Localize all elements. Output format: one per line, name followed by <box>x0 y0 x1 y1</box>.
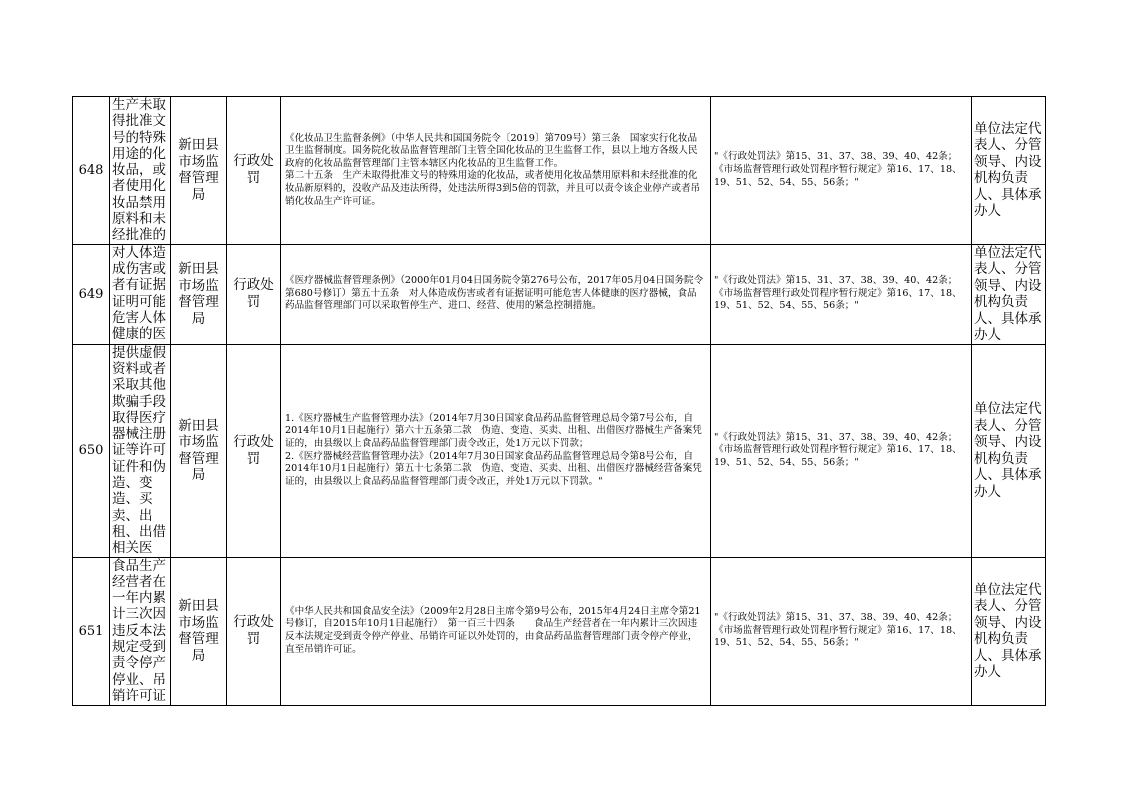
power-type: 行政处罚 <box>227 557 281 705</box>
responsible-party: 单位法定代表人、分管领导、内设机构负责人、具体承办人 <box>972 97 1046 245</box>
department: 新田县市场监督管理局 <box>171 97 227 245</box>
power-type: 行政处罚 <box>227 97 281 245</box>
power-type: 行政处罚 <box>227 244 281 344</box>
legal-basis: 1.《医疗器械生产监督管理办法》（2014年7月30日国家食品药品监督管理总局令第7号公布，自2014年10月1日起施行）第六十五条第二款 伪造、变造、买卖、出租、出借医疗器械生产备案凭证的，由县级以上食品药品监督管理部门责令改正，处1万元以下罚款； 2.《医疗器械经营监督管理办法》（2014年7月30日国家食品药品监督管理总局令第8号公布，自2014年10月1日起施行）第五十七条第二款 伪造、变造、买卖、出租、出借医疗器械经营备案凭证的，由县级以上食品药品监督管理部门责令改正，并处1万元以下罚款。" <box>281 344 711 557</box>
item-name: 食品生产经营者在一年内累计三次因违反本法规定受到责令停产停业、吊销许可证 <box>110 557 171 705</box>
responsible-party: 单位法定代表人、分管领导、内设机构负责人、具体承办人 <box>972 244 1046 344</box>
row-number: 650 <box>73 344 110 557</box>
procedure-basis: "《行政处罚法》第15、31、37、38、39、40、42条；《市场监督管理行政处罚程序暂行规定》第16、17、18、19、51、52、54、55、56条；" <box>711 344 972 557</box>
row-number: 649 <box>73 244 110 344</box>
procedure-basis: "《行政处罚法》第15、31、37、38、39、40、42条；《市场监督管理行政处罚程序暂行规定》第16、17、18、19、51、52、54、55、56条；" <box>711 97 972 245</box>
row-number: 648 <box>73 97 110 245</box>
item-name: 对人体造成伤害或者有证据证明可能危害人体健康的医 <box>110 244 171 344</box>
table-row <box>73 97 1046 245</box>
procedure-basis: "《行政处罚法》第15、31、37、38、39、40、42条；《市场监督管理行政处罚程序暂行规定》第16、17、18、19、51、52、54、55、56条；" <box>711 557 972 705</box>
department: 新田县市场监督管理局 <box>171 344 227 557</box>
department: 新田县市场监督管理局 <box>171 244 227 344</box>
procedure-basis: "《行政处罚法》第15、31、37、38、39、40、42条；《市场监督管理行政处罚程序暂行规定》第16、17、18、19、51、52、54、55、56条；" <box>711 244 972 344</box>
table-row <box>73 557 1046 705</box>
power-type: 行政处罚 <box>227 344 281 557</box>
table-row <box>73 244 1046 344</box>
item-name: 提供虚假资料或者采取其他欺骗手段取得医疗器械注册证等许可证件和伪造、变造、买卖、出租、出借相关医 <box>110 344 171 557</box>
row-number: 651 <box>73 557 110 705</box>
responsible-party: 单位法定代表人、分管领导、内设机构负责人、具体承办人 <box>972 557 1046 705</box>
legal-basis: 《医疗器械监督管理条例》（2000年01月04日国务院令第276号公布，2017年05月04日国务院令第680号修订）第五十五条 对人体造成伤害或者有证据证明可能危害人体健康的医疗器械，食品药品监督管理部门可以采取暂停生产、进口、经营、使用的紧急控制措施。 <box>281 244 711 344</box>
legal-basis: 《化妆品卫生监督条例》（中华人民共和国国务院令〔2019〕第709号）第三条 国家实行化妆品卫生监督制度。国务院化妆品监督管理部门主管全国化妆品的卫生监督工作，县以上地方各级人民政府的化妆品监督管理部门主管本辖区内化妆品的卫生监督工作。 第二十五条 生产未取得批准文号的特殊用途的化妆品，或者使用化妆品禁用原料和未经批准的化妆品新原料的，没收产品及违法所得，处违法所得3到5倍的罚款，并且可以责令该企业停产或者吊销化妆品生产许可证。 <box>281 97 711 245</box>
legal-basis: 《中华人民共和国食品安全法》（2009年2月28日主席令第9号公布，2015年4月24日主席令第21号修订，自2015年10月1日起施行） 第一百三十四条 食品生产经营者在一年内累计三次因违反本法规定受到责令停产停业、吊销许可证以外处罚的，由食品药品监督管理部门责令停产停业，直至吊销许可证。 <box>281 557 711 705</box>
table-row <box>73 344 1046 557</box>
responsible-party: 单位法定代表人、分管领导、内设机构负责人、具体承办人 <box>972 344 1046 557</box>
department: 新田县市场监督管理局 <box>171 557 227 705</box>
penalty-table <box>72 96 1046 706</box>
item-name: 生产未取得批准文号的特殊用途的化妆品，或者使用化妆品禁用原料和未经批准的 <box>110 97 171 245</box>
